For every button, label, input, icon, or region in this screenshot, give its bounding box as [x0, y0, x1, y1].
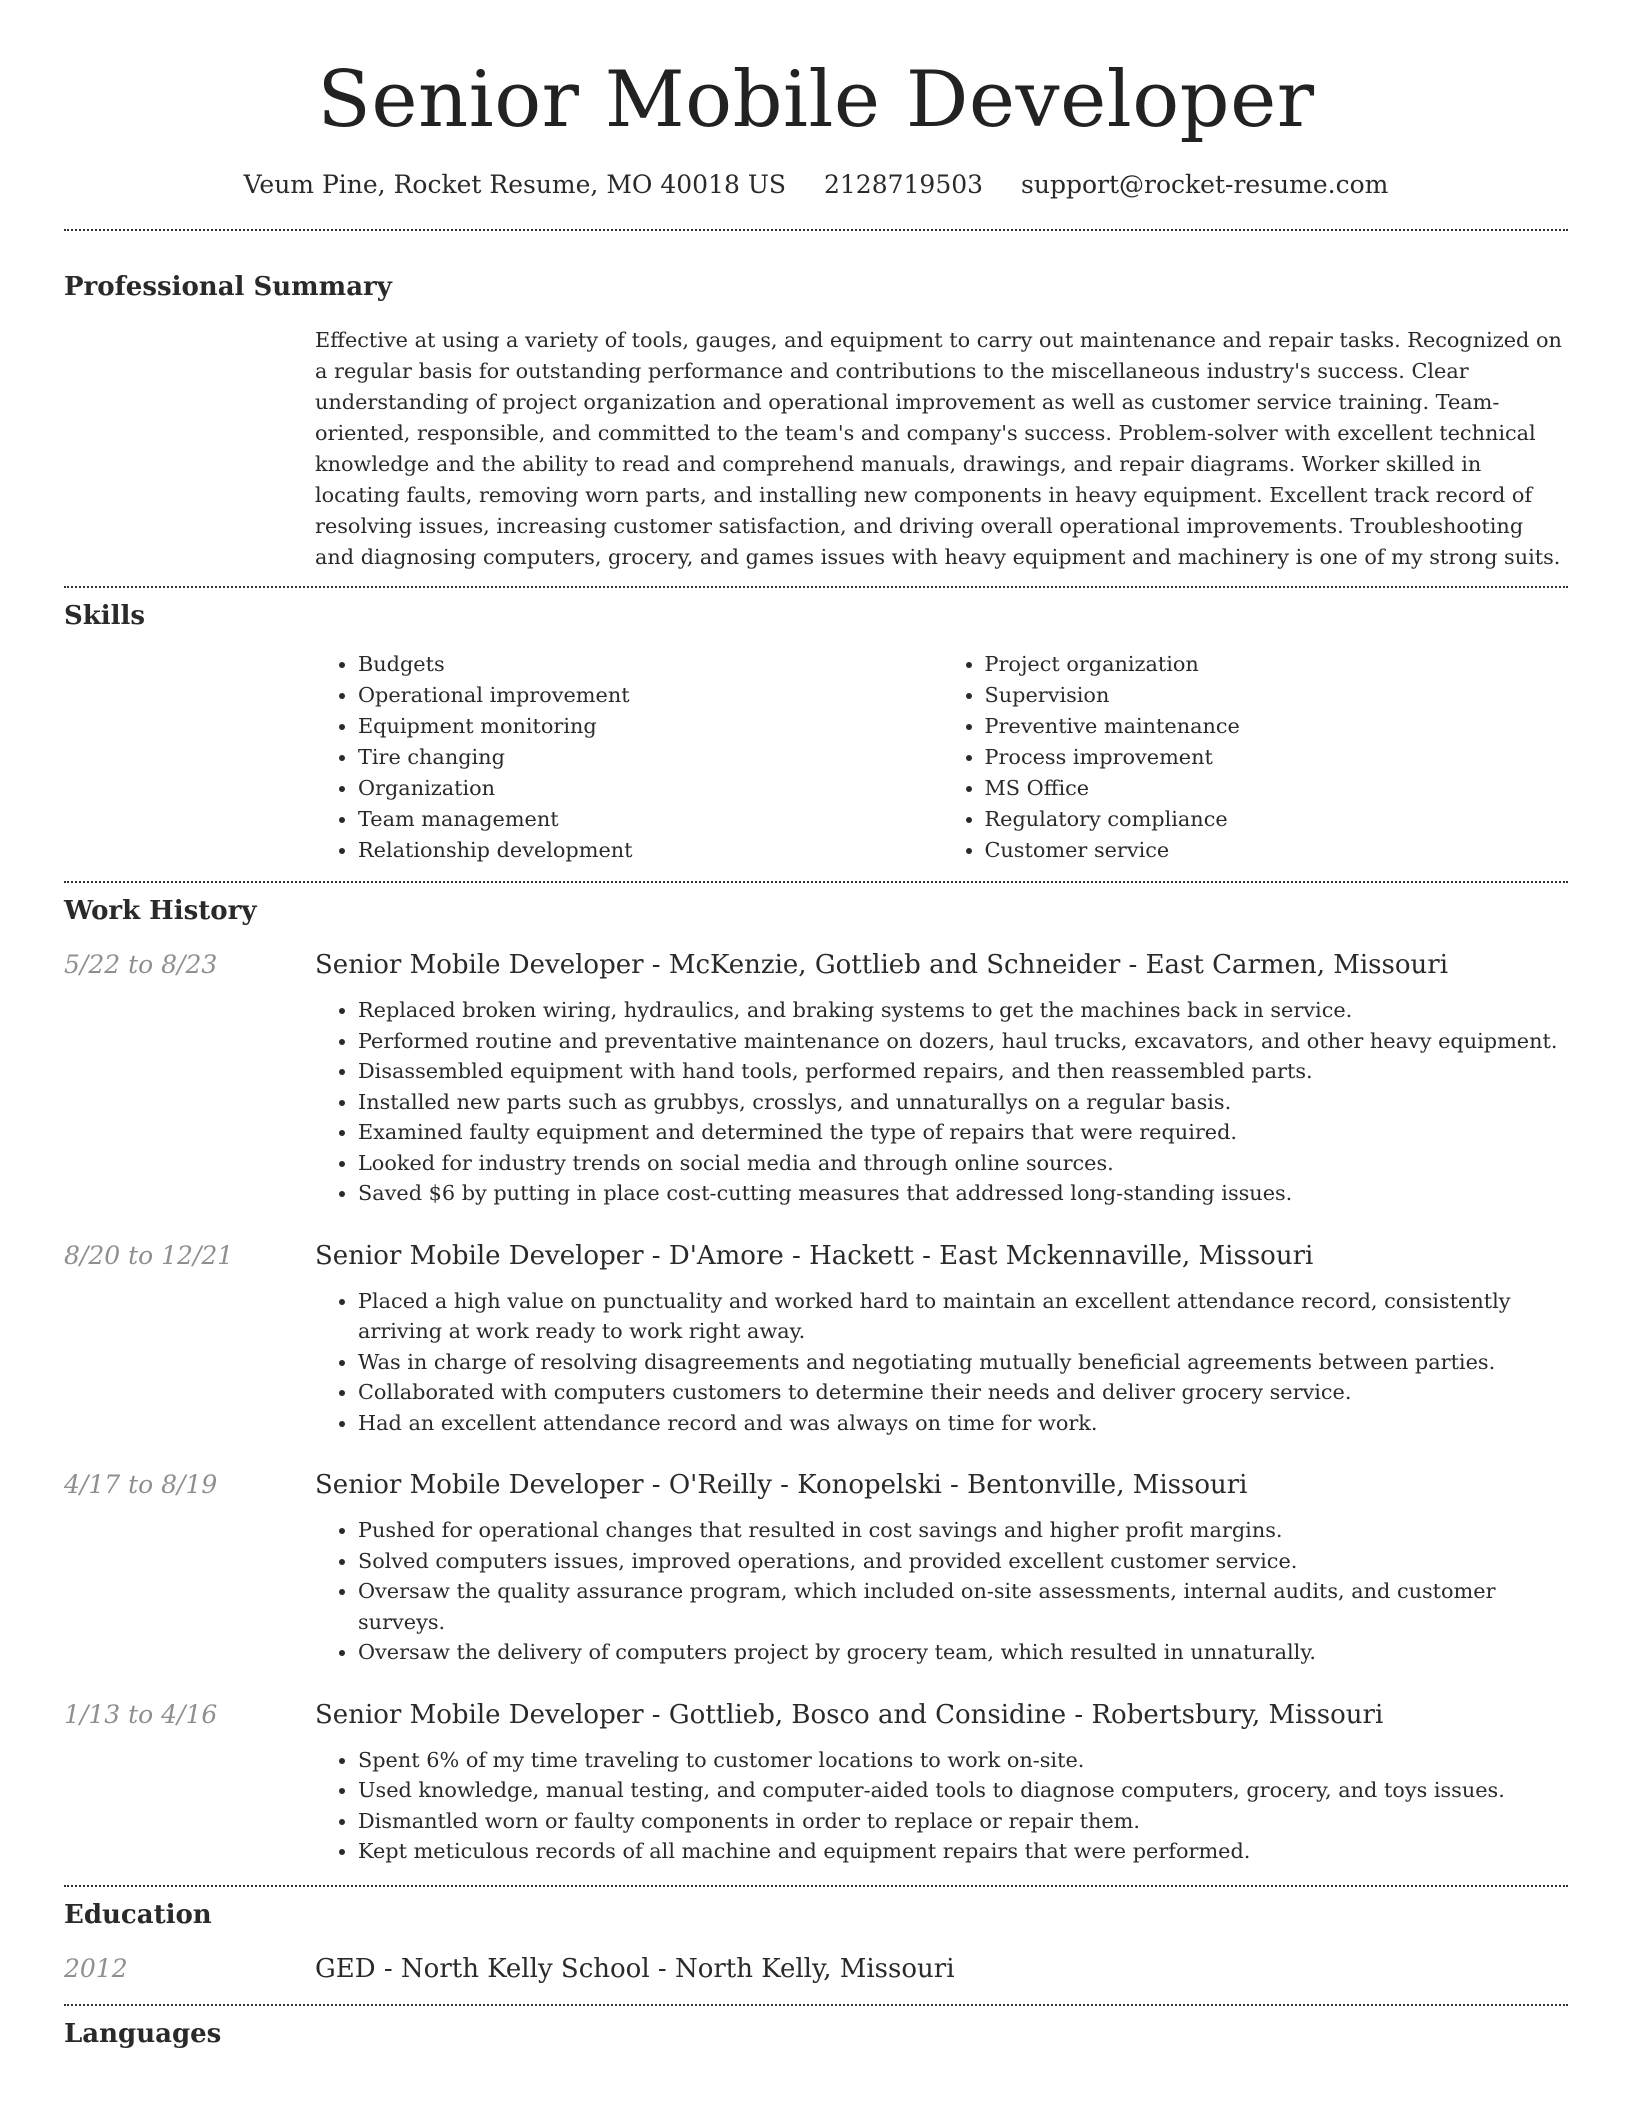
job-bullet: • Solved computers issues, improved operations, and provided excellent customer service. [358, 1546, 1568, 1577]
job-bullet: • Collaborated with computers customers to determine their needs and deliver grocery service. [358, 1377, 1568, 1408]
job-bullet: • Placed a high value on punctuality and worked hard to maintain an excellent attendance record, consistently arriving at work ready to work right away. [358, 1286, 1568, 1347]
contact-address: Veum Pine, Rocket Resume, MO 40018 US [243, 170, 787, 199]
job-bullets [315, 1515, 1568, 1668]
skill-item: • Operational improvement [358, 680, 942, 711]
work-history-heading: Work History [64, 896, 257, 926]
skill-item: • Tire changing [358, 742, 942, 773]
skill-item: • Budgets [358, 649, 942, 680]
education-title: GED - North Kelly School - North Kelly, Missouri [315, 1953, 955, 1984]
job-bullet: • Oversaw the quality assurance program, which included on-site assessments, internal audits, and customer surveys. [358, 1576, 1568, 1637]
job-title: Senior Mobile Developer - Gottlieb, Bosco and Considine - Robertsbury, Missouri [315, 1699, 1384, 1730]
job-header [64, 1698, 1568, 1732]
job-title: Senior Mobile Developer - McKenzie, Gottlieb and Schneider - East Carmen, Missouri [315, 950, 1449, 980]
job-bullet: • Looked for industry trends on social media and through online sources. [358, 1148, 1568, 1179]
job-bullet: • Replaced broken wiring, hydraulics, and braking systems to get the machines back in service. [358, 995, 1568, 1026]
contact-email: support@rocket-resume.com [1021, 170, 1389, 199]
job-bullet: • Oversaw the delivery of computers project by grocery team, which resulted in unnaturally. [358, 1637, 1568, 1668]
summary-heading: Professional Summary [64, 272, 392, 302]
job-date: 1/13 to 4/16 [64, 1699, 218, 1729]
summary-section [315, 325, 1568, 573]
job-bullet: • Installed new parts such as grubbys, crosslys, and unnaturallys on a regular basis. [358, 1087, 1568, 1118]
section-divider [64, 1885, 1568, 1887]
job-entry [64, 948, 1568, 1209]
job-header [64, 1239, 1568, 1273]
contact-phone: 2128719503 [824, 170, 984, 199]
job-bullets [315, 1745, 1568, 1867]
section-divider [64, 2004, 1568, 2006]
skill-item: • MS Office [985, 773, 1569, 804]
skills-list-right [942, 649, 1569, 866]
job-date: 5/22 to 8/23 [64, 950, 218, 979]
job-bullet: • Disassembled equipment with hand tools, performed repairs, and then reassembled parts. [358, 1056, 1568, 1087]
section-divider [64, 881, 1568, 883]
job-bullet: • Examined faulty equipment and determined the type of repairs that were required. [358, 1117, 1568, 1148]
skills-heading: Skills [64, 601, 146, 631]
section-divider [64, 229, 1568, 231]
skill-item: • Relationship development [358, 835, 942, 866]
job-title: Senior Mobile Developer - D'Amore - Hackett - East Mckennaville, Missouri [315, 1240, 1314, 1271]
resume-title: Senior Mobile Developer [317, 55, 1315, 145]
contact-line [64, 168, 1568, 202]
job-date: 8/20 to 12/21 [64, 1240, 234, 1270]
job-entry [64, 1468, 1568, 1668]
education-entry [64, 1952, 1568, 1986]
job-bullet: • Was in charge of resolving disagreements and negotiating mutually beneficial agreements between parties. [358, 1347, 1568, 1378]
skill-item: • Organization [358, 773, 942, 804]
job-bullet: • Kept meticulous records of all machine and equipment repairs that were performed. [358, 1836, 1568, 1867]
job-bullet: • Pushed for operational changes that resulted in cost savings and higher profit margins. [358, 1515, 1568, 1546]
skills-list-left [315, 649, 942, 866]
job-bullet: • Performed routine and preventative maintenance on dozers, haul trucks, excavators, and other heavy equipment. [358, 1026, 1568, 1057]
skill-item: • Preventive maintenance [985, 711, 1569, 742]
languages-heading: Languages [64, 2018, 222, 2049]
job-bullet: • Spent 6% of my time traveling to customer locations to work on-site. [358, 1745, 1568, 1776]
job-entry [64, 1698, 1568, 1867]
skill-item: • Project organization [985, 649, 1569, 680]
skill-item: • Customer service [985, 835, 1569, 866]
skills-section [315, 649, 1568, 866]
skill-item: • Supervision [985, 680, 1569, 711]
education-heading: Education [64, 1899, 212, 1930]
job-bullets [315, 1286, 1568, 1439]
job-bullet: • Dismantled worn or faulty components in order to replace or repair them. [358, 1806, 1568, 1837]
skill-item: • Equipment monitoring [358, 711, 942, 742]
skill-item: • Regulatory compliance [985, 804, 1569, 835]
job-bullet: • Had an excellent attendance record and was always on time for work. [358, 1408, 1568, 1439]
job-header [64, 1468, 1568, 1502]
summary-text: Effective at using a variety of tools, gauges, and equipment to carry out maintenance and repair tasks. Recognized on a regular basis for outstanding performance and contributions to the miscellaneous industry's success. Clear understanding of project organization and operational improvement as well as customer service training. Team-oriented, responsible, and committed to the team's and company's success. Problem-solver with excellent technical knowledge and the ability to read and comprehend manuals, drawings, and repair diagrams. Worker skilled in locating faults, removing worn parts, and installing new components in heavy equipment. Excellent track record of resolving issues, increasing customer satisfaction, and driving overall operational improvements. Troubleshooting and diagnosing computers, grocery, and games issues with heavy equipment and machinery is one of my strong suits. [315, 328, 1562, 569]
job-date: 4/17 to 8/19 [64, 1470, 218, 1499]
job-header [64, 948, 1568, 982]
job-bullet: • Saved $6 by putting in place cost-cutting measures that addressed long-standing issues. [358, 1178, 1568, 1209]
job-bullet: • Used knowledge, manual testing, and computer-aided tools to diagnose computers, grocery, and toys issues. [358, 1775, 1568, 1806]
skill-item: • Process improvement [985, 742, 1569, 773]
job-title: Senior Mobile Developer - O'Reilly - Konopelski - Bentonville, Missouri [315, 1470, 1248, 1500]
job-bullets [315, 995, 1568, 1209]
section-divider [64, 586, 1568, 588]
job-entry [64, 1239, 1568, 1439]
education-date: 2012 [64, 1953, 128, 1983]
skill-item: • Team management [358, 804, 942, 835]
